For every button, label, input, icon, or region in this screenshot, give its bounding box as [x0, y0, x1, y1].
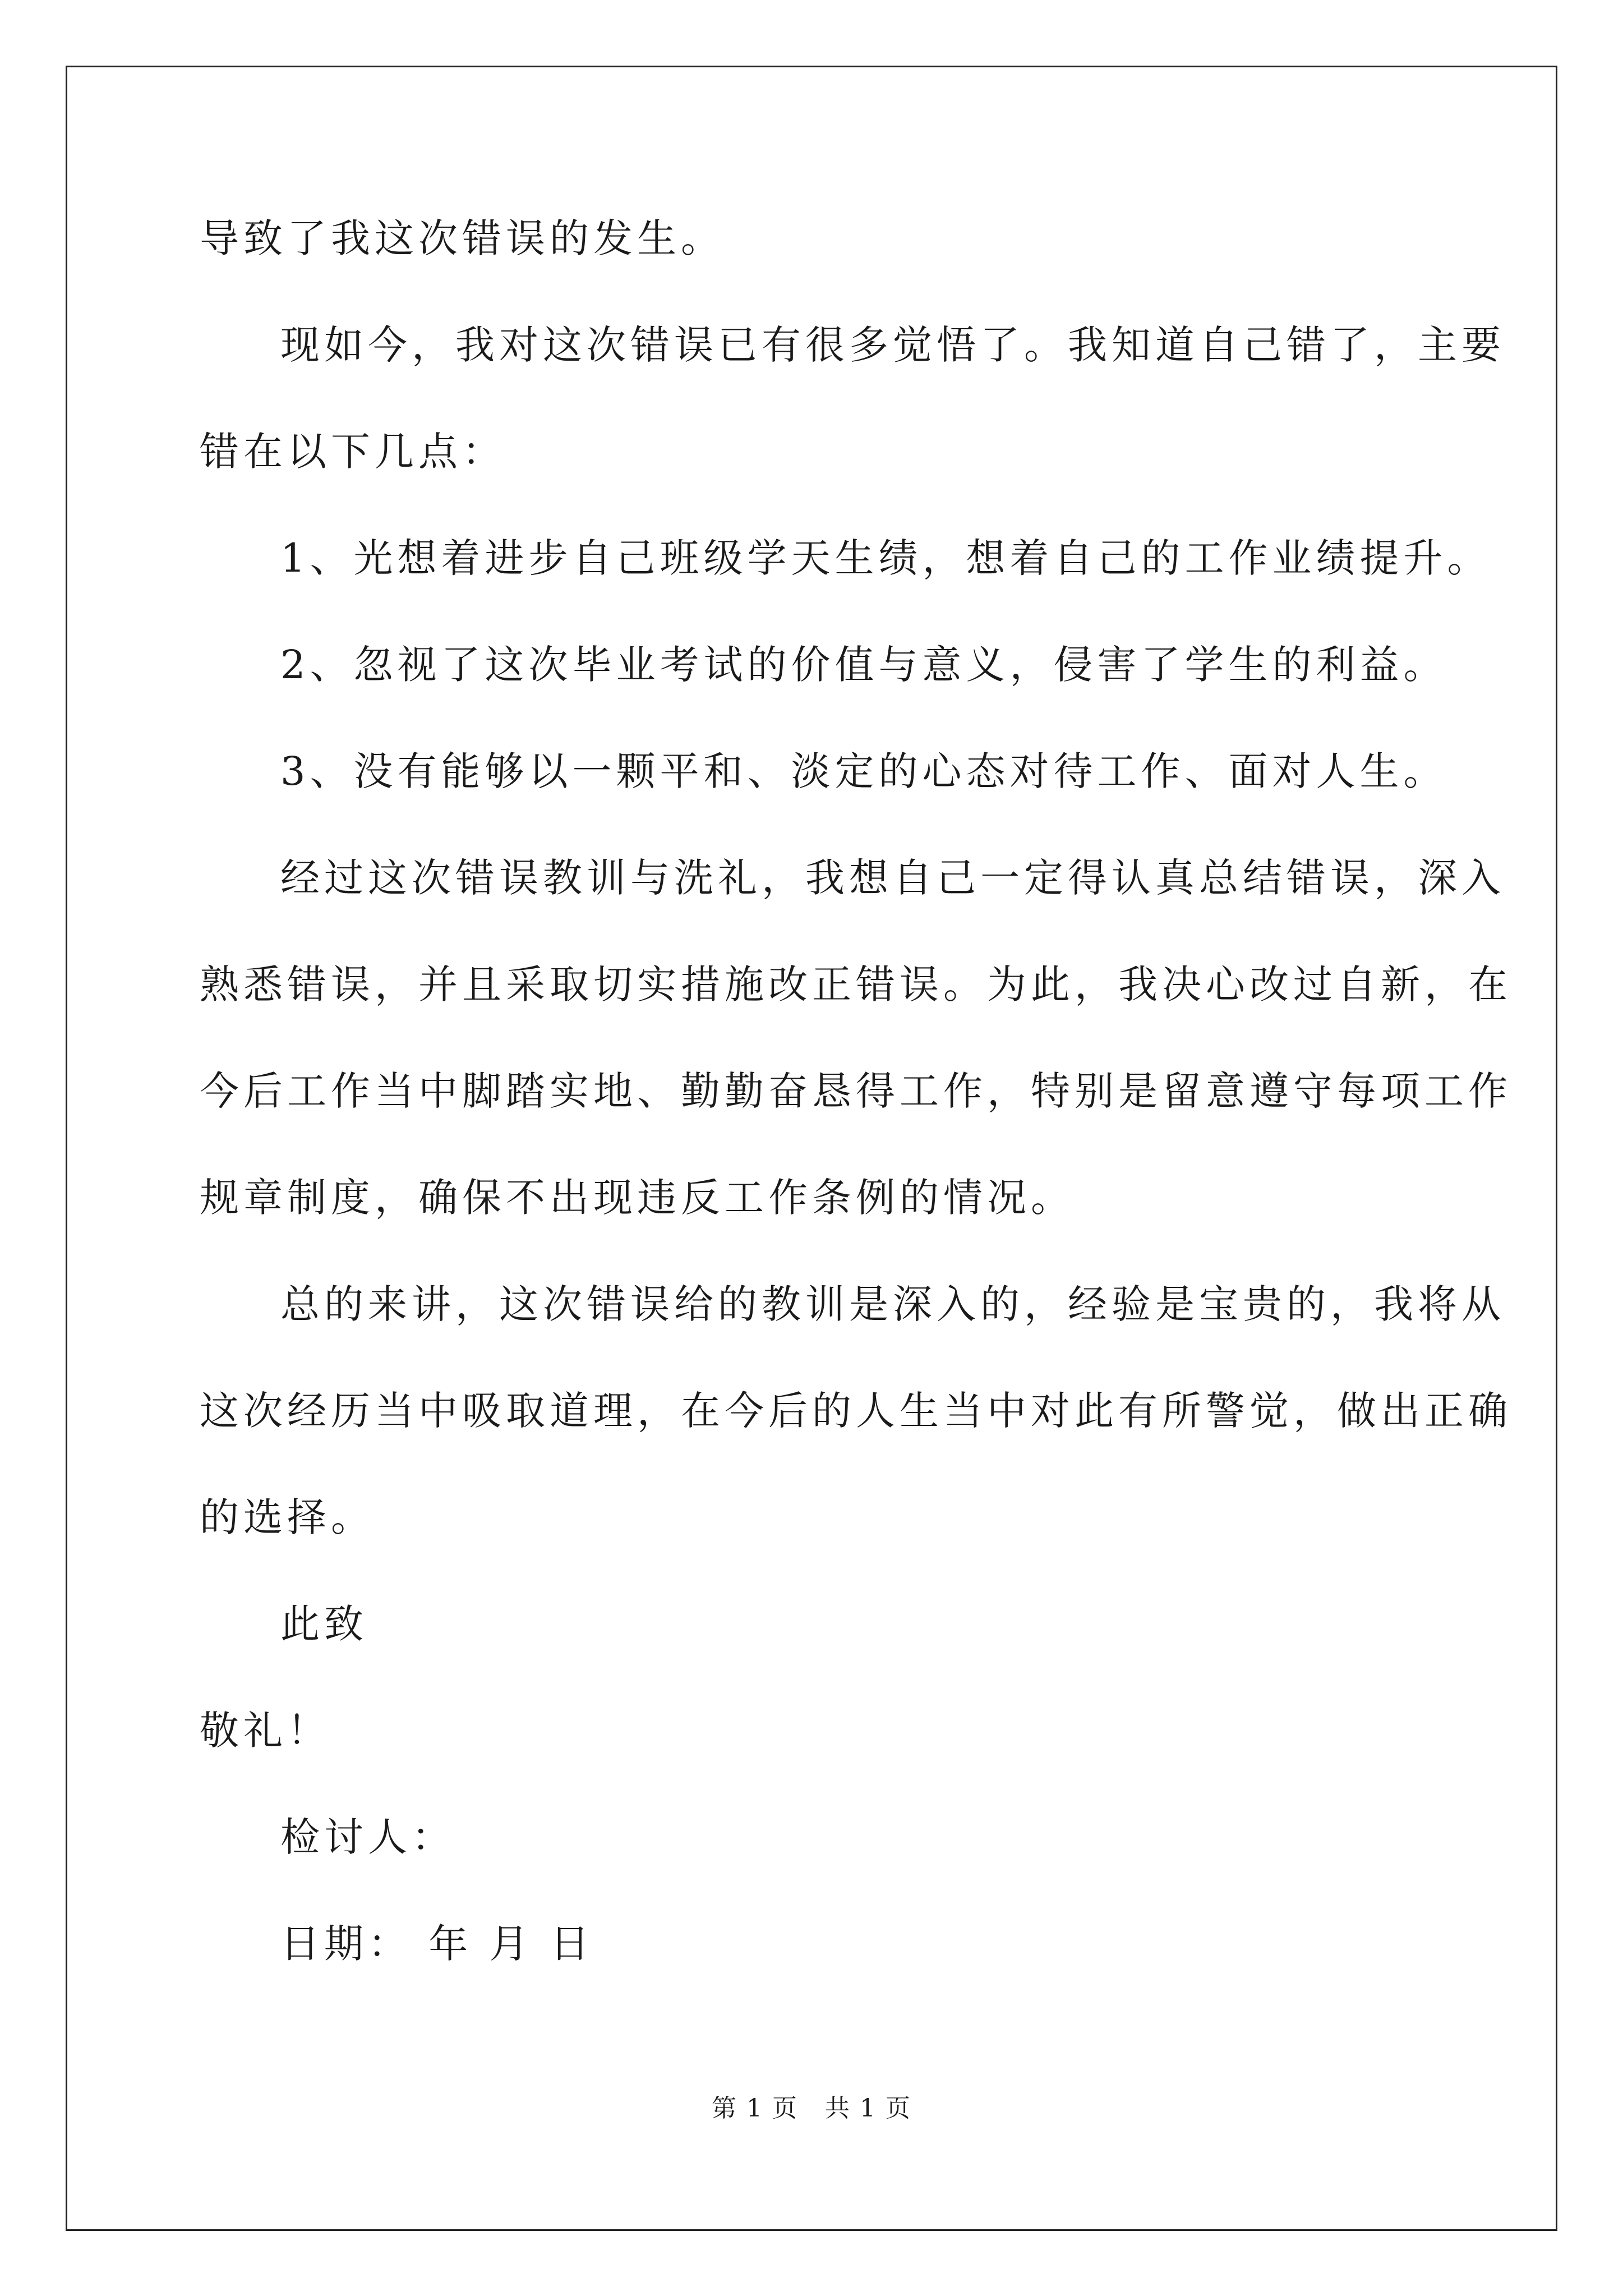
list-item: 3、没有能够以一颗平和、淡定的心态对待工作、面对人生。 [280, 748, 1447, 794]
text-line: 这次经历当中吸取道理，在今后的人生当中对此有所警觉，做出正确 [200, 1388, 1512, 1434]
page-footer: 第 1 页 共 1 页 [712, 2094, 911, 2123]
list-item: 2、忽视了这次毕业考试的价值与意义，侵害了学生的利益。 [280, 642, 1447, 688]
text-line: 现如今，我对这次错误已有很多觉悟了。我知道自己错了，主要 [280, 322, 1505, 368]
text-line: 今后工作当中脚踏实地、勤勤奋恳得工作，特别是留意遵守每项工作 [200, 1068, 1512, 1114]
list-item: 1、光想着进步自己班级学天生绩，想着自己的工作业绩提升。 [280, 535, 1491, 581]
closing-salutation: 此致 [280, 1601, 368, 1647]
closing-regards: 敬礼！ [200, 1708, 331, 1754]
text-line: 经过这次错误教训与洗礼，我想自己一定得认真总结错误，深入 [280, 855, 1505, 901]
text-line: 导致了我这次错误的发生。 [200, 215, 725, 261]
text-line: 规章制度，确保不出现违反工作条例的情况。 [200, 1175, 1075, 1221]
text-line: 熟悉错误，并且采取切实措施改正错误。为此，我决心改过自新，在 [200, 961, 1512, 1007]
text-line: 的选择。 [200, 1494, 375, 1540]
signature-label: 检讨人： [280, 1814, 455, 1860]
document-body [200, 185, 1512, 1997]
date-line: 日期： 年 月 日 [280, 1921, 594, 1967]
text-line: 总的来讲，这次错误给的教训是深入的，经验是宝贵的，我将从 [280, 1281, 1505, 1327]
text-line: 错在以下几点： [200, 429, 506, 475]
